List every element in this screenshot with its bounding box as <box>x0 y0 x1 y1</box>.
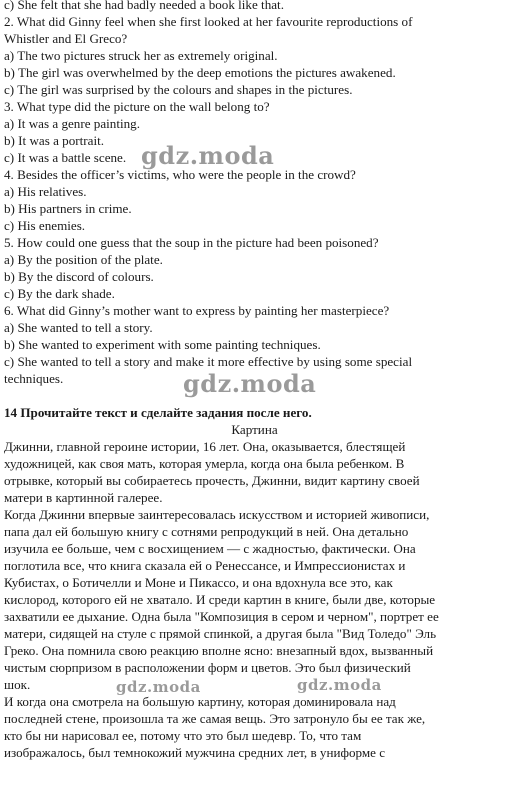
answer-3c: c) It was a battle scene. <box>4 150 127 165</box>
answer-6a: a) She wanted to tell a story. <box>4 320 153 335</box>
question-2-continued: Whistler and El Greco? <box>4 31 128 46</box>
question-5: 5. How could one guess that the soup in the picture had been poisoned? <box>4 235 379 250</box>
text-line: поглотила все, что книга сказала ей о Ренессансе, и Импрессионистах и <box>4 558 406 573</box>
answer-1c: c) She felt that she had badly needed a book like that. <box>4 0 284 12</box>
text-title: Картина <box>231 422 278 437</box>
text-line: чистым сюрпризом в расположении форм и цветов. Это был физический <box>4 660 411 675</box>
answer-3b: b) It was a portrait. <box>4 133 104 148</box>
text-line: кислород, которого ей не хватало. И среди картин в книге, были две, которые <box>4 592 436 607</box>
answer-2a: a) The two pictures struck her as extremely original. <box>4 48 278 63</box>
answer-2b: b) The girl was overwhelmed by the deep emotions the pictures awakened. <box>4 65 396 80</box>
watermark: gdz.moda <box>297 676 382 694</box>
text-line: изучила ее больше, чем с восхищением — с жадностью, фактически. Она <box>4 541 416 556</box>
text-line: матери, сидящей на стуле с прямой спинкой, а другая была "Вид Толедо" Эль <box>4 626 437 641</box>
text-line: Греко. Она помнила свою реакцию вполне ясно: внезапный вдох, вызванный <box>4 643 434 658</box>
text-line: матери в картинной галерее. <box>4 490 163 505</box>
answer-5b: b) By the discord of colours. <box>4 269 154 284</box>
text-line: папа дал ей большую книгу с сотнями репродукций в ней. Она детально <box>4 524 409 539</box>
text-line: изображалось, был темнокожий мужчина средних лет, в униформе с <box>4 745 386 760</box>
answer-4b: b) His partners in crime. <box>4 201 132 216</box>
answer-6c: c) She wanted to tell a story and make it more effective by using some special <box>4 354 413 369</box>
question-3: 3. What type did the picture on the wall belong to? <box>4 99 270 114</box>
question-2: 2. What did Ginny feel when she first looked at her favourite reproductions of <box>4 14 413 29</box>
text-line: отрывке, который вы собираетесь прочесть, Джинни, видит картину своей <box>4 473 420 488</box>
text-line: художницей, как своя мать, которая умерла, когда она была ребенком. В <box>4 456 405 471</box>
watermark: gdz.moda <box>183 369 317 398</box>
answer-4a: a) His relatives. <box>4 184 87 199</box>
text-line: кто бы ни нарисовал ее, потому что это был шедевр. То, что там <box>4 728 362 743</box>
text-line: захватили ее дыхание. Одна была "Композиция в сером и черном", портрет ее <box>4 609 439 624</box>
answer-3a: a) It was a genre painting. <box>4 116 140 131</box>
answer-6b: b) She wanted to experiment with some painting techniques. <box>4 337 321 352</box>
answer-2c: c) The girl was surprised by the colours and shapes in the pictures. <box>4 82 353 97</box>
watermark: gdz.moda <box>116 678 201 696</box>
answer-6c-continued: techniques. <box>4 371 64 386</box>
question-6: 6. What did Ginny’s mother want to express by painting her masterpiece? <box>4 303 390 318</box>
answer-5c: c) By the dark shade. <box>4 286 115 301</box>
text-line: И когда она смотрела на большую картину, которая доминировала над <box>4 694 396 709</box>
text-line: Джинни, главной героине истории, 16 лет. Она, оказывается, блестящей <box>4 439 406 454</box>
question-4: 4. Besides the officer’s victims, who were the people in the crowd? <box>4 167 356 182</box>
text-line: Когда Джинни впервые заинтересовалась искусством и историей живописи, <box>4 507 430 522</box>
text-line: шок. <box>4 677 31 692</box>
watermark: gdz.moda <box>141 141 275 170</box>
answer-4c: c) His enemies. <box>4 218 86 233</box>
task-heading: 14 Прочитайте текст и сделайте задания после него. <box>4 405 312 420</box>
text-line: последней стене, произошла та же самая вещь. Это затронуло бы ее так же, <box>4 711 426 726</box>
answer-5a: a) By the position of the plate. <box>4 252 163 267</box>
text-line: Кубистах, о Ботичелли и Моне и Пикассо, и она вдохнула все это, как <box>4 575 393 590</box>
